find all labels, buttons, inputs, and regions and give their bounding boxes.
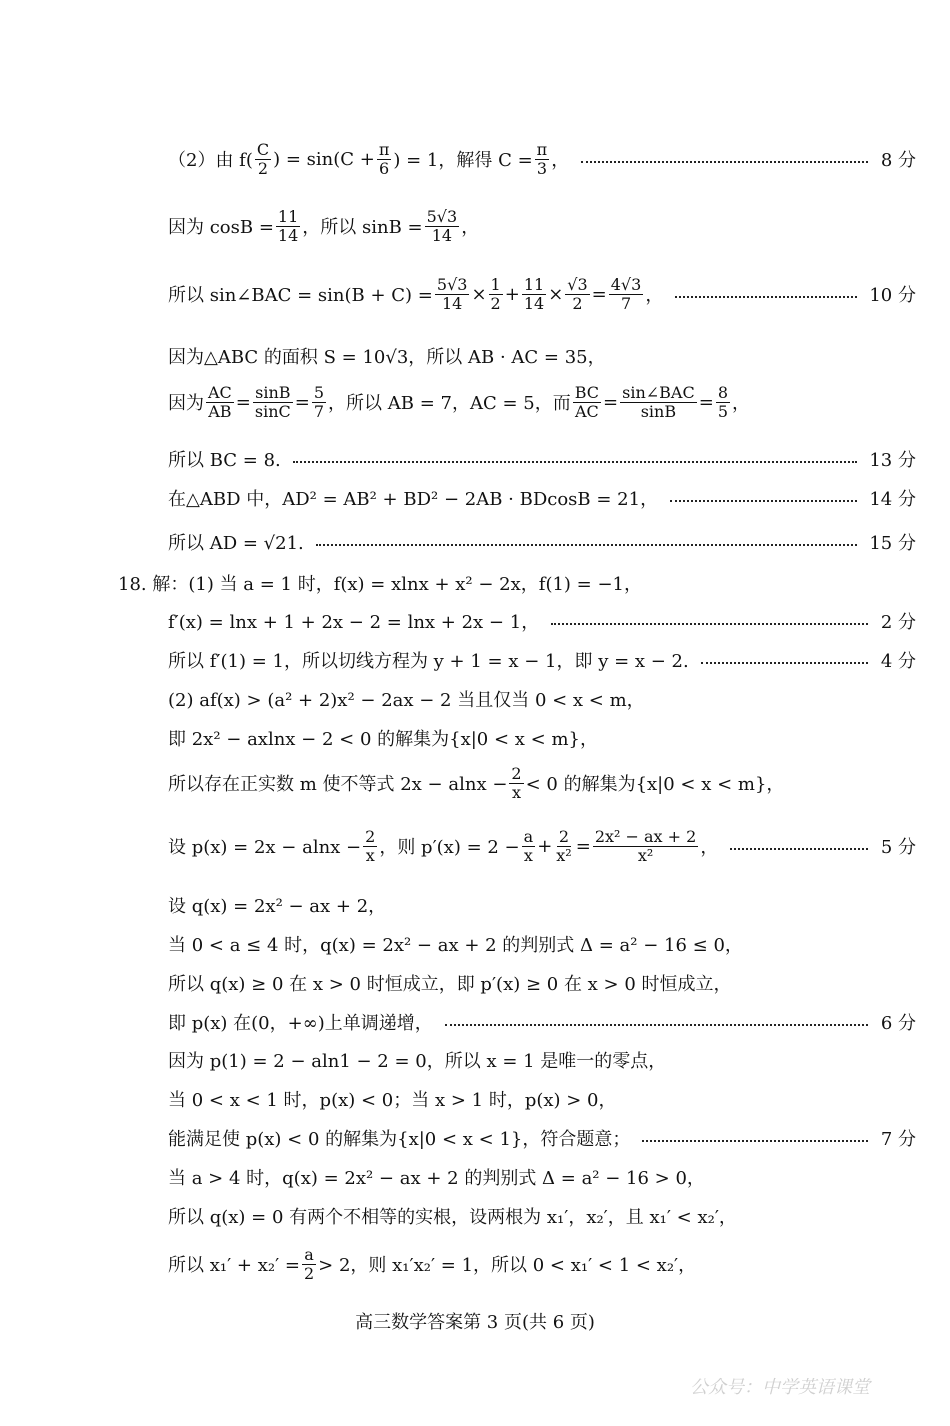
text: ， xyxy=(645,285,664,307)
answer-line xyxy=(168,1164,916,1190)
denominator: x² xyxy=(556,845,572,865)
denominator: 2 xyxy=(303,1263,315,1283)
answer-line xyxy=(118,570,916,596)
numerator: C xyxy=(256,140,270,159)
score: 5 分 xyxy=(880,837,916,859)
fraction xyxy=(276,208,300,244)
dot-leader xyxy=(730,848,868,850)
denominator: 2 xyxy=(257,158,269,178)
score: 6 分 xyxy=(880,1013,916,1034)
text: ) = 1，解得 C = xyxy=(393,150,533,172)
denominator: 14 xyxy=(523,293,545,313)
text: f′(x) = lnx + 1 + 2x − 2 = lnx + 2x − 1， xyxy=(168,612,540,633)
text: = xyxy=(294,391,310,413)
text: 所以 x₁′ + x₂′ = xyxy=(168,1255,300,1277)
denominator: 3 xyxy=(536,158,548,178)
text: 因为 xyxy=(168,393,204,415)
watermark: 公众号：中学英语课堂 xyxy=(690,1377,870,1398)
fraction xyxy=(535,141,550,177)
fraction xyxy=(716,384,730,420)
text: ， xyxy=(732,393,750,415)
answer-line xyxy=(168,1125,916,1151)
numerator: 8 xyxy=(717,383,728,402)
answer-line xyxy=(168,384,916,420)
numerator: sinB xyxy=(255,383,291,402)
numerator: 2 xyxy=(511,764,522,783)
text: > 2，则 x₁′x₂′ = 1，所以 0 < x₁′ < 1 < x₂′， xyxy=(318,1255,697,1277)
text: 当 0 < x < 1 时，p(x) < 0；当 x > 1 时，p(x) > 0， xyxy=(168,1090,617,1111)
numerator: BC xyxy=(574,383,600,402)
fraction xyxy=(593,828,699,864)
score: 7 分 xyxy=(880,1129,916,1150)
denominator: x² xyxy=(637,845,654,865)
text: 所以 f′(1) = 1，所以切线方程为 y + 1 = x − 1，即 y = x − 2. xyxy=(168,651,689,672)
fraction xyxy=(573,384,601,420)
numerator: a xyxy=(523,827,534,846)
text: + xyxy=(504,283,520,305)
text: 能满足使 p(x) < 0 的解集为{x|0 < x < 1}，符合题意； xyxy=(168,1129,631,1150)
text: ，所以 sinB = xyxy=(302,217,423,239)
text: = xyxy=(575,835,591,857)
denominator: sinB xyxy=(640,401,677,421)
fraction xyxy=(253,384,293,420)
text: 即 2x² − axlnx − 2 < 0 的解集为{x|0 < x < m}， xyxy=(168,729,598,750)
numerator: π xyxy=(378,140,390,159)
answer-line xyxy=(168,446,916,472)
answer-line xyxy=(168,765,916,801)
text: 所以 q(x) = 0 有两个不相等的实根，设两根为 x₁′，x₂′，且 x₁′ < x₂′， xyxy=(168,1207,737,1228)
score: 14 分 xyxy=(869,489,916,510)
numerator: 11 xyxy=(277,207,299,226)
text: × xyxy=(471,283,487,305)
denominator: 2 xyxy=(490,293,501,313)
numerator: 2 xyxy=(558,827,570,846)
numerator: π xyxy=(536,140,548,159)
answer-line xyxy=(168,1009,916,1035)
numerator: AC xyxy=(208,383,232,402)
score: 10 分 xyxy=(869,285,916,307)
fraction xyxy=(425,208,460,244)
fraction xyxy=(206,384,234,420)
fraction xyxy=(435,276,470,312)
answer-line xyxy=(168,931,916,957)
answer-line xyxy=(168,1047,916,1073)
text: = xyxy=(603,391,619,413)
fraction xyxy=(609,276,644,312)
numerator: 1 xyxy=(490,275,501,294)
fraction xyxy=(489,276,503,312)
dot-leader xyxy=(701,662,868,664)
numerator: sin∠BAC xyxy=(622,383,695,402)
fraction xyxy=(312,384,326,420)
dot-leader xyxy=(445,1024,868,1026)
dot-leader xyxy=(293,461,858,463)
text: ) = sin(C + xyxy=(273,148,375,170)
fraction xyxy=(302,1246,316,1282)
denominator: AB xyxy=(208,401,232,421)
text: 设 p(x) = 2x − alnx − xyxy=(168,837,362,859)
text: ， xyxy=(551,150,570,172)
dot-leader xyxy=(316,544,858,546)
denominator: x xyxy=(523,845,533,865)
text: = xyxy=(698,391,714,413)
text: 当 a > 4 时，q(x) = 2x² − ax + 2 的判别式 Δ = a² − 16 > 0， xyxy=(168,1168,705,1189)
score: 2 分 xyxy=(880,612,916,633)
dot-leader xyxy=(551,623,868,625)
numerator: 11 xyxy=(523,275,545,294)
page-footer: 高三数学答案第 3 页(共 6 页) xyxy=(355,1312,595,1333)
text: 所以 q(x) ≥ 0 在 x > 0 时恒成立，即 p′(x) ≥ 0 在 x > 0 时恒成立， xyxy=(168,974,732,995)
answer-line xyxy=(168,1203,916,1229)
denominator: x xyxy=(511,782,522,802)
answer-line xyxy=(168,725,916,751)
answer-line xyxy=(168,343,916,369)
text: 当 0 < a ≤ 4 时，q(x) = 2x² − ax + 2 的判别式 Δ = a² − 16 ≤ 0， xyxy=(168,935,743,956)
fraction xyxy=(255,141,271,177)
answer-line xyxy=(168,276,916,312)
answer-line xyxy=(168,608,916,634)
text: ，则 p′(x) = 2 − xyxy=(379,837,520,859)
fraction xyxy=(363,828,377,864)
text: 即 p(x) 在(0，+∞)上单调递增， xyxy=(168,1013,433,1034)
dot-leader xyxy=(670,500,857,502)
fraction xyxy=(522,828,536,864)
text: < 0 的解集为{x|0 < x < m}， xyxy=(525,774,785,796)
denominator: 5 xyxy=(717,401,728,421)
answer-line xyxy=(168,141,916,177)
text: ，所以 AB = 7，AC = 5，而 xyxy=(328,393,571,415)
denominator: sinC xyxy=(254,401,291,421)
answer-line xyxy=(168,828,916,864)
numerator: 5√3 xyxy=(436,275,468,294)
denominator: x xyxy=(365,845,375,865)
text: 所以 sin∠BAC = sin(B + C) = xyxy=(168,285,433,307)
denominator: 14 xyxy=(441,293,463,313)
fraction xyxy=(620,384,697,420)
text: 因为△ABC 的面积 S = 10√3，所以 AB · AC = 35， xyxy=(168,347,606,368)
numerator: 4√3 xyxy=(610,275,642,294)
denominator: AC xyxy=(574,401,599,421)
denominator: 14 xyxy=(277,225,299,245)
text: ， xyxy=(700,837,719,859)
answer-line xyxy=(168,485,916,511)
text: 所以存在正实数 m 使不等式 2x − alnx − xyxy=(168,774,508,796)
numerator: 5√3 xyxy=(426,207,458,226)
numerator: 2x² − ax + 2 xyxy=(594,827,697,846)
text: 所以 AD = √21. xyxy=(168,533,304,554)
answer-line xyxy=(168,892,916,918)
score: 8 分 xyxy=(880,150,916,172)
text: ， xyxy=(461,217,480,239)
denominator: 6 xyxy=(379,158,390,178)
text: 因为 cosB = xyxy=(168,217,274,239)
denominator: 7 xyxy=(620,293,632,313)
fraction xyxy=(554,828,573,864)
text: × xyxy=(548,283,564,305)
answer-line xyxy=(168,1246,916,1282)
fraction xyxy=(522,276,546,312)
text: (2) af(x) > (a² + 2)x² − 2ax − 2 当且仅当 0 < x < m， xyxy=(168,690,645,711)
fraction xyxy=(377,141,392,177)
text: 设 q(x) = 2x² − ax + 2， xyxy=(168,896,387,917)
fraction xyxy=(509,765,523,801)
dot-leader xyxy=(581,161,868,163)
answer-line xyxy=(168,208,916,244)
text: 因为 p(1) = 2 − aln1 − 2 = 0，所以 x = 1 是唯一的零点， xyxy=(168,1051,667,1072)
answer-line xyxy=(168,647,916,673)
text: = xyxy=(591,283,607,305)
answer-line xyxy=(168,1086,916,1112)
score: 4 分 xyxy=(880,651,916,672)
numerator: 2 xyxy=(365,827,376,846)
numerator: √3 xyxy=(567,275,588,294)
score: 15 分 xyxy=(869,533,916,554)
text: + xyxy=(537,835,553,857)
text: 在△ABD 中，AD² = AB² + BD² − 2AB · BDcosB = 21， xyxy=(168,489,659,510)
numerator: a xyxy=(304,1245,314,1264)
fraction xyxy=(565,276,589,312)
text: = xyxy=(235,391,251,413)
dot-leader xyxy=(642,1140,868,1142)
score: 13 分 xyxy=(869,450,916,471)
numerator: 5 xyxy=(313,383,325,402)
dot-leader xyxy=(675,296,857,298)
answer-line xyxy=(168,529,916,555)
denominator: 2 xyxy=(572,293,583,313)
answer-line xyxy=(168,686,916,712)
text: （2）由 f( xyxy=(168,150,253,172)
denominator: 7 xyxy=(313,401,325,421)
denominator: 14 xyxy=(431,225,453,245)
text: 所以 BC = 8. xyxy=(168,450,281,471)
text: 18. 解：(1) 当 a = 1 时，f(x) = xlnx + x² − 2x，f(1) = −1， xyxy=(118,574,642,595)
answer-line xyxy=(168,970,916,996)
